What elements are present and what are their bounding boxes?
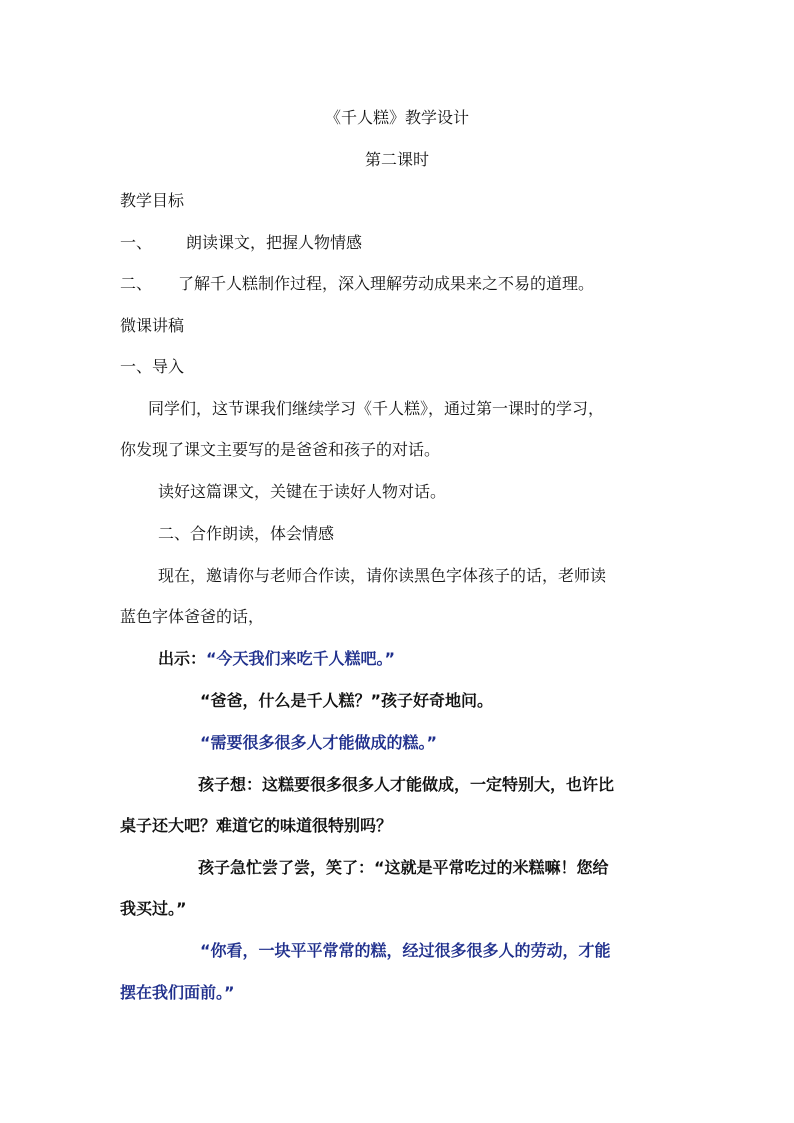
show-line bbox=[158, 649, 395, 669]
dad-quote: “今天我们来吃千人糕吧。” bbox=[206, 649, 396, 668]
paragraph-line: 蓝色字体爸爸的话， bbox=[120, 607, 265, 626]
paragraph-line: 现在，邀请你与老师合作读，请你读黑色字体孩子的话，老师读 bbox=[158, 566, 607, 585]
part-heading-intro: 一、导入 bbox=[120, 357, 185, 376]
goal-item-1 bbox=[120, 233, 362, 253]
child-quote-line: 我买过。” bbox=[120, 899, 187, 918]
child-quote-line: 孩子急忙尝了尝，笑了：“这就是平常吃过的米糕嘛！您给 bbox=[198, 858, 609, 877]
paragraph-line: 同学们，这节课我们继续学习《千人糕》，通过第一课时的学习， bbox=[148, 399, 605, 418]
dad-quote-line: 摆在我们面前。” bbox=[120, 983, 235, 1002]
section-heading-goals: 教学目标 bbox=[120, 191, 185, 210]
section-heading-script: 微课讲稿 bbox=[120, 316, 185, 335]
child-quote-line: 桌子还大吧？难道它的味道很特别吗？ bbox=[120, 816, 393, 835]
goal-item-2 bbox=[120, 274, 594, 294]
show-label: 出示： bbox=[158, 649, 207, 668]
paragraph-line: 你发现了课文主要写的是爸爸和孩子的对话。 bbox=[120, 440, 441, 459]
dad-quote-line: “你看，一块平平常常的糕，经过很多很多人的劳动，才能 bbox=[200, 941, 611, 960]
document-subtitle: 第二课时 bbox=[364, 150, 429, 169]
paragraph-line: 读好这篇课文，关键在于读好人物对话。 bbox=[158, 482, 447, 501]
goal-text: 朗读课文，把握人物情感 bbox=[186, 233, 363, 252]
document-title: 《千人糕》教学设计 bbox=[324, 108, 469, 127]
goal-number: 一、 bbox=[120, 233, 153, 252]
child-quote: “爸爸，什么是千人糕？”孩子好奇地问。 bbox=[200, 691, 494, 710]
goal-number: 二、 bbox=[120, 274, 153, 293]
child-quote-line: 孩子想：这糕要很多很多人才能做成，一定特别大，也许比 bbox=[198, 775, 615, 794]
part-heading-reading: 二、合作朗读，体会情感 bbox=[158, 524, 335, 543]
goal-text: 了解千人糕制作过程，深入理解劳动成果来之不易的道理。 bbox=[178, 274, 595, 293]
dad-quote: “需要很多很多人才能做成的糕。” bbox=[200, 733, 438, 752]
